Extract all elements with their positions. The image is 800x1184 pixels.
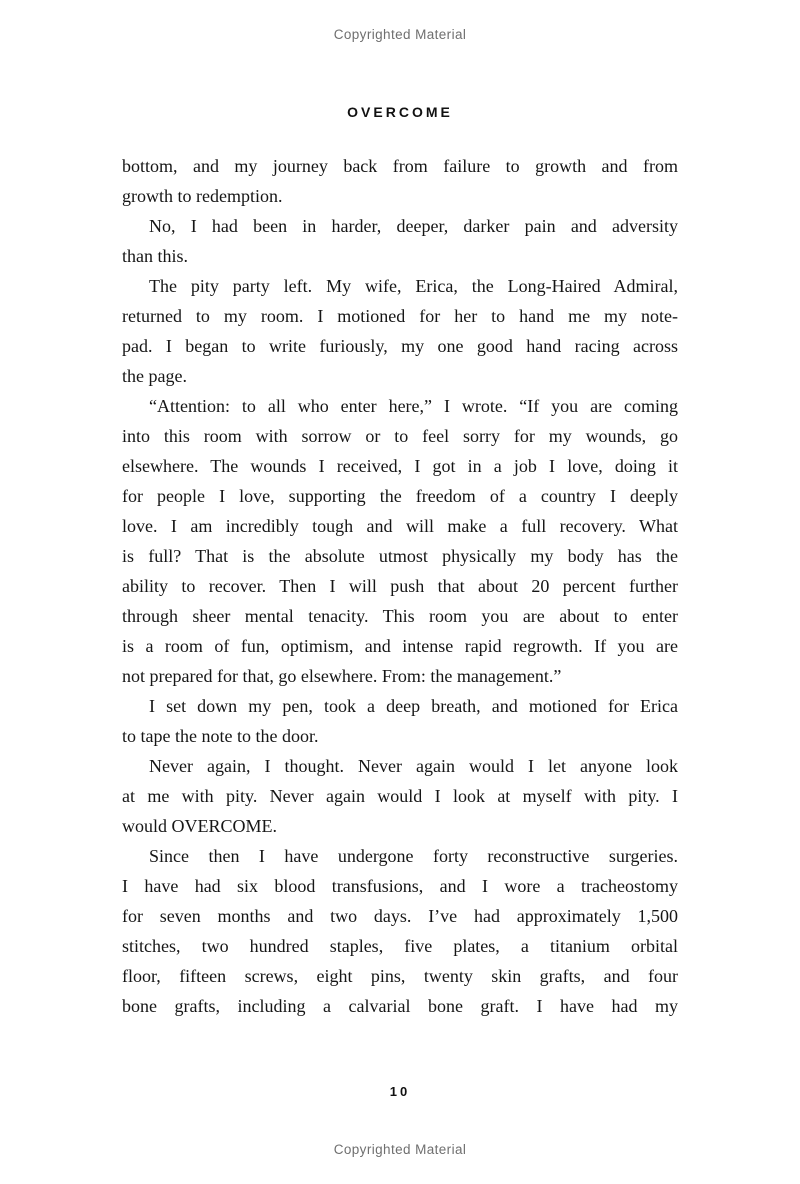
text-line: bottom, and my journey back from failure to growth and from — [122, 156, 678, 176]
text-line: ability to recover. Then I will push that about 20 percent further — [122, 576, 678, 596]
text-line: bone grafts, including a calvarial bone graft. I have had my — [122, 996, 678, 1016]
text-line: is full? That is the absolute utmost physically my body has the — [122, 546, 678, 566]
text-line: No, I had been in harder, deeper, darker pain and adversity — [149, 216, 678, 236]
text-line: for people I love, supporting the freedom of a country I deeply — [122, 486, 678, 506]
text-line: stitches, two hundred staples, five plates, a titanium orbital — [122, 936, 678, 956]
text-line: returned to my room. I motioned for her to hand me my note- — [122, 306, 678, 326]
text-line: floor, fifteen screws, eight pins, twenty skin grafts, and four — [122, 966, 678, 986]
copyright-notice-bottom: Copyrighted Material — [333, 1142, 467, 1157]
text-line: Never again, I thought. Never again would I let anyone look — [149, 756, 678, 776]
copyright-notice-top: Copyrighted Material — [333, 27, 467, 42]
text-line: than this. — [122, 246, 188, 266]
text-line: to tape the note to the door. — [122, 726, 319, 746]
page-number: 10 — [389, 1084, 411, 1099]
text-line: is a room of fun, optimism, and intense rapid regrowth. If you are — [122, 636, 678, 656]
text-line: through sheer mental tenacity. This room you are about to enter — [122, 606, 678, 626]
text-line: for seven months and two days. I’ve had approximately 1,500 — [122, 906, 678, 926]
running-head: OVERCOME — [347, 104, 453, 120]
text-line: would OVERCOME. — [122, 816, 278, 836]
text-line: elsewhere. The wounds I received, I got in a job I love, doing it — [122, 456, 678, 476]
text-line: Since then I have undergone forty reconstructive surgeries. — [149, 846, 678, 866]
text-line: at me with pity. Never again would I look at myself with pity. I — [122, 786, 678, 806]
text-line: pad. I began to write furiously, my one good hand racing across — [122, 336, 678, 356]
text-line: “Attention: to all who enter here,” I wrote. “If you are coming — [149, 396, 678, 416]
text-line: the page. — [122, 366, 187, 386]
text-line: I set down my pen, took a deep breath, and motioned for Erica — [149, 696, 678, 716]
body-text — [122, 151, 678, 1021]
text-line: growth to redemption. — [122, 186, 283, 206]
text-line: The pity party left. My wife, Erica, the Long-Haired Admiral, — [149, 276, 678, 296]
text-line: love. I am incredibly tough and will make a full recovery. What — [122, 516, 678, 536]
text-line: not prepared for that, go elsewhere. From: the management.” — [122, 666, 562, 686]
text-line: I have had six blood transfusions, and I wore a tracheostomy — [122, 876, 678, 896]
text-line: into this room with sorrow or to feel sorry for my wounds, go — [122, 426, 678, 446]
